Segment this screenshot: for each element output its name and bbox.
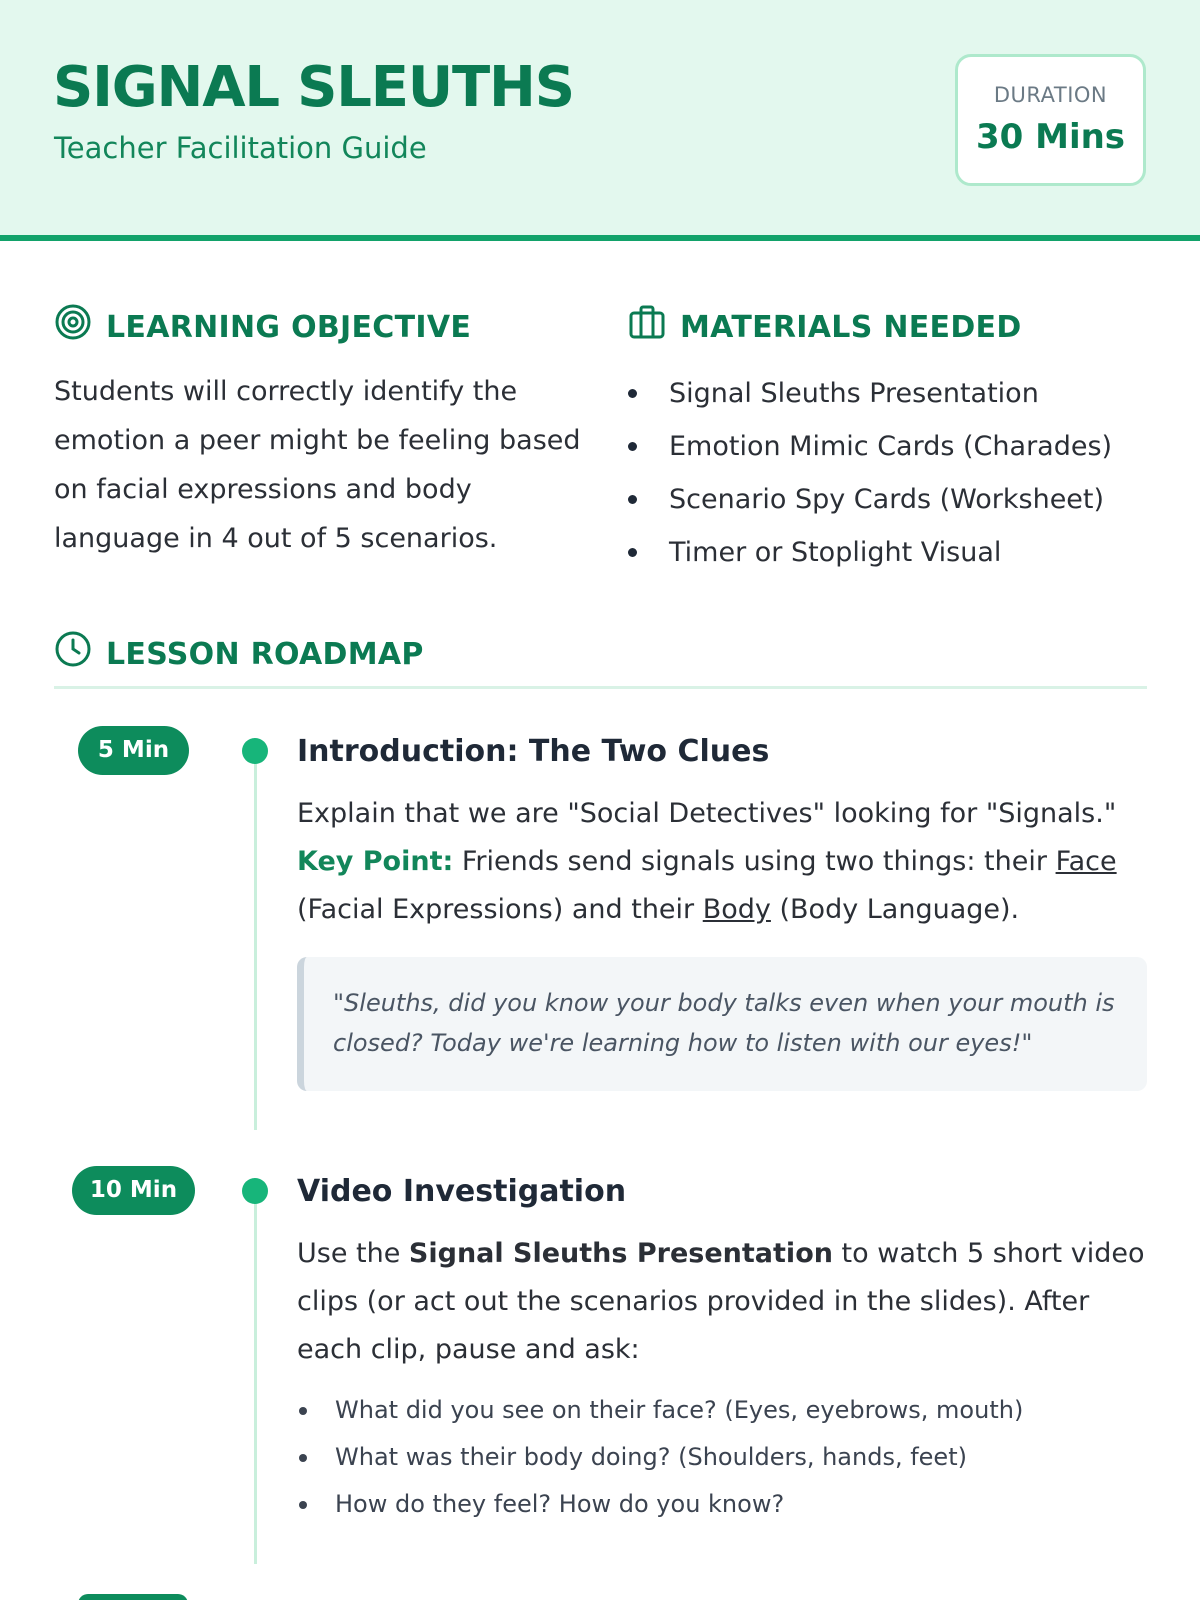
step-body-text: to watch 5 short video clips (or act out the scenarios provided in the slides). After each clip, pause and ask:	[297, 1238, 1145, 1365]
time-pill: 5 Min	[78, 726, 189, 775]
list-item: Timer or Stoplight Visual	[628, 526, 1188, 579]
objective-text: Students will correctly identify the emotion a peer might be feeling based on facial expressions and body language in 4 out of 5 scenarios.	[54, 376, 581, 554]
objective-heading-label: LEARNING OBJECTIVE	[106, 309, 472, 345]
duration-value: 30 Mins	[975, 117, 1126, 157]
roadmap-heading-label: LESSON ROADMAP	[106, 636, 424, 672]
key-point-label: Key Point:	[297, 846, 454, 877]
list-item: What was their body doing? (Shoulders, hands, feet)	[297, 1434, 1157, 1481]
timeline-dot	[242, 1178, 268, 1204]
key-point-text: Friends send signals using two things: their	[453, 846, 1056, 877]
duration-label: DURATION	[993, 83, 1108, 107]
question-list	[297, 1387, 1157, 1528]
duration-badge	[955, 54, 1146, 186]
body-term: Body	[702, 894, 771, 925]
presentation-name: Signal Sleuths Presentation	[408, 1238, 833, 1269]
list-item: Emotion Mimic Cards (Charades)	[628, 420, 1188, 473]
key-point-text: (Facial Expressions) and their	[297, 894, 703, 925]
target-icon	[54, 303, 92, 352]
roadmap-heading	[54, 630, 424, 679]
key-point-text: (Body Language).	[770, 894, 1020, 925]
time-pill	[78, 1594, 188, 1600]
materials-list	[628, 367, 1188, 579]
timeline-dot	[242, 738, 268, 764]
section-divider	[54, 686, 1147, 689]
briefcase-icon	[628, 303, 666, 352]
timeline-line	[254, 738, 257, 1130]
face-term: Face	[1055, 846, 1117, 877]
timeline-line	[254, 1178, 257, 1564]
step-title: Introduction: The Two Clues	[297, 734, 770, 769]
objective-heading	[54, 303, 471, 352]
page-header	[0, 0, 1200, 241]
page-title: SIGNAL SLEUTHS	[53, 55, 574, 120]
list-item: What did you see on their face? (Eyes, eyebrows, mouth)	[297, 1387, 1157, 1434]
step-body	[297, 1230, 1157, 1374]
step-body-text: Use the	[297, 1238, 409, 1269]
materials-heading	[628, 303, 1022, 352]
materials-heading-label: MATERIALS NEEDED	[680, 309, 1022, 345]
teacher-script-quote: "Sleuths, did you know your body talks even when your mouth is closed? Today we're learning how to listen with our eyes!"	[297, 957, 1147, 1091]
list-item: Scenario Spy Cards (Worksheet)	[628, 473, 1188, 526]
list-item: Signal Sleuths Presentation	[628, 367, 1188, 420]
time-pill: 10 Min	[72, 1166, 195, 1215]
list-item: How do they feel? How do you know?	[297, 1481, 1157, 1528]
step-title: Video Investigation	[297, 1174, 627, 1209]
page-subtitle: Teacher Facilitation Guide	[54, 131, 427, 165]
step-intro-text: Explain that we are "Social Detectives" looking for "Signals."	[297, 798, 1117, 829]
step-body	[297, 790, 1157, 934]
clock-icon	[54, 630, 92, 679]
